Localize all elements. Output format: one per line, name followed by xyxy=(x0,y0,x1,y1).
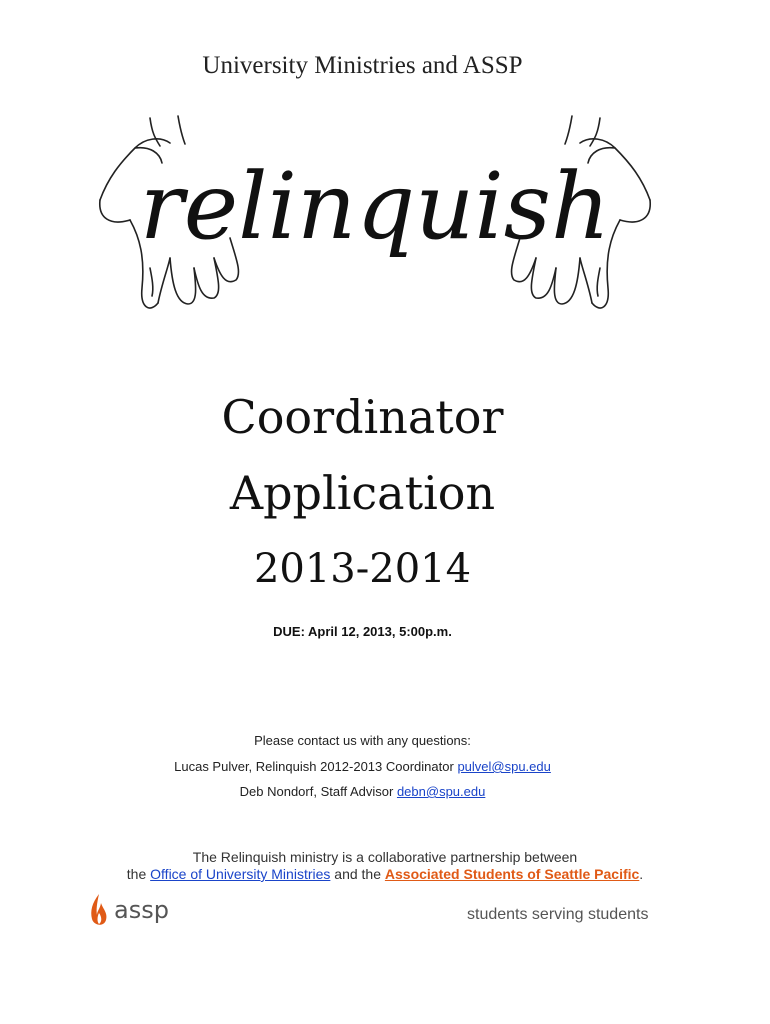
relinquish-logo xyxy=(90,108,660,330)
flame-icon xyxy=(88,893,110,929)
relinquish-wordmark: relinquish xyxy=(139,153,611,260)
contact-intro: Please contact us with any questions: xyxy=(254,733,471,748)
open-hands-icon xyxy=(90,108,660,330)
contact-person-2 xyxy=(0,784,725,799)
partnership-line-2 xyxy=(0,866,770,882)
footer-tagline: students serving students xyxy=(467,906,649,923)
assp-link[interactable]: Associated Students of Seattle Pacific xyxy=(384,866,640,882)
contact-person-1 xyxy=(0,759,725,774)
office-university-ministries-link[interactable]: Office of University Ministries xyxy=(150,866,331,882)
header-org: University Ministries and ASSP xyxy=(202,52,523,79)
assp-wordmark: assp xyxy=(114,896,169,924)
email-link-pulvel[interactable]: pulvel@spu.edu xyxy=(457,759,551,774)
partnership-line-1: The Relinquish ministry is a collaborative partnership between xyxy=(192,849,578,865)
title-line-1: Coordinator xyxy=(221,390,504,444)
contact-person-1-text: Lucas Pulver, Relinquish 2012-2013 Coordinator xyxy=(174,759,454,774)
partnership-the: the xyxy=(126,866,147,882)
title-year: 2013-2014 xyxy=(253,546,472,592)
partnership-period: . xyxy=(639,866,644,882)
title-line-2: Application xyxy=(229,466,496,520)
contact-person-2-text: Deb Nondorf, Staff Advisor xyxy=(239,784,394,799)
due-date: DUE: April 12, 2013, 5:00p.m. xyxy=(273,624,452,639)
email-link-debn[interactable]: debn@spu.edu xyxy=(396,784,486,799)
partnership-and-the: and the xyxy=(334,866,381,882)
